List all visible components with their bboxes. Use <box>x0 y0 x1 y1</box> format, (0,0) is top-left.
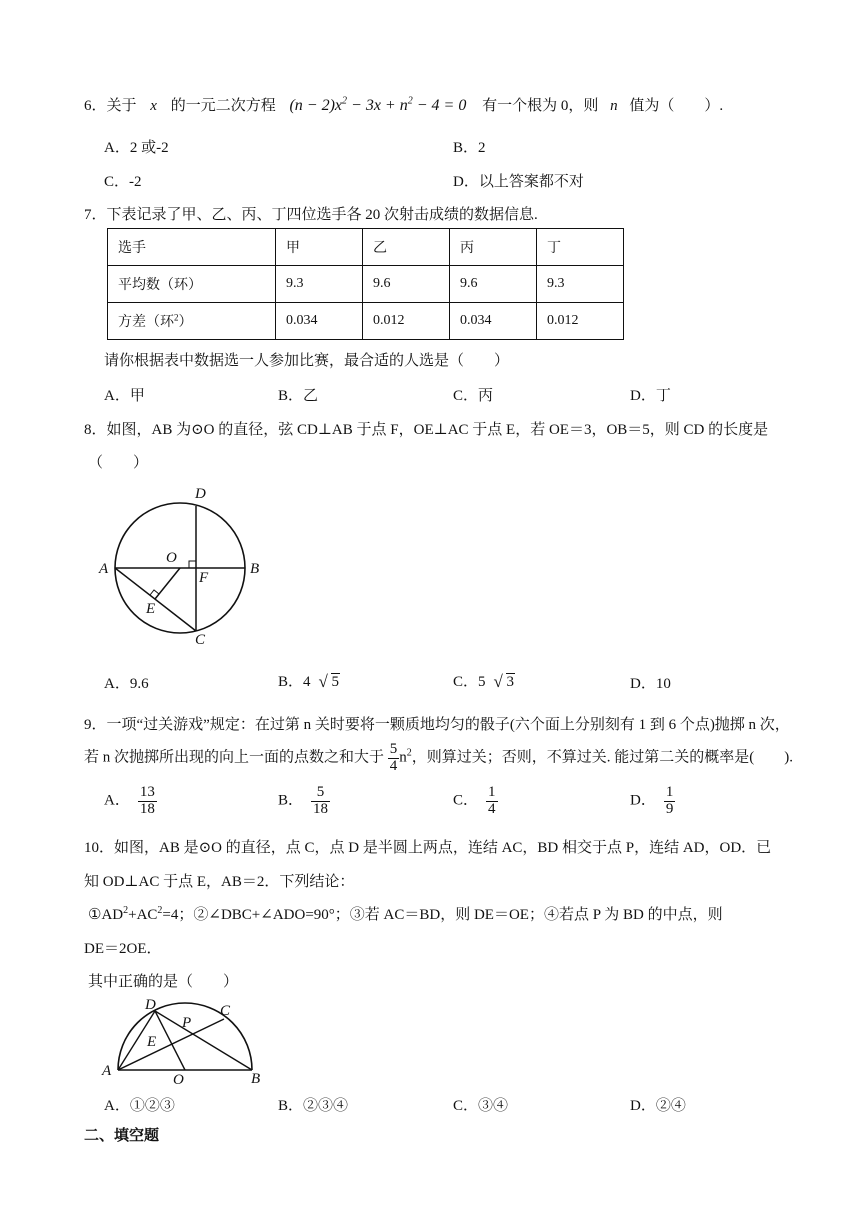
q10-label-c: C <box>220 1003 231 1019</box>
table-cell: 丙 <box>450 229 537 266</box>
q9-line-1: 9．一项“过关游戏”规定：在过第 n 关时要将一颗质地均匀的骰子(六个面上分别刻有 1 到 6 个点)抛掷 n 次， <box>84 717 790 733</box>
q8-circle-figure <box>98 484 278 648</box>
q10-conclusions: $①AD^2+AC^2=4$；②∠DBC+∠ADO=90°；③若 AC＝BD，则 DE＝OE；④若点 P 为 BD 的中点，则 <box>88 905 723 923</box>
q6-text-1: 关于 <box>106 98 137 114</box>
q6-text-3: 有一个根为 0，则 <box>482 98 599 114</box>
table-cell: 9.6 <box>450 266 537 303</box>
table-cell: 丁 <box>537 229 624 266</box>
q6-equation: $(n - 2)x^2 - 3x + n^2 - 4 = 0$ <box>289 95 467 114</box>
table-cell: 平均数（环） <box>108 266 276 303</box>
q10-line-2: 知 OD⊥AC 于点 E，AB＝2．下列结论： <box>84 874 355 890</box>
q10-label-b: B <box>251 1071 261 1087</box>
q10-line-1: 10．如图，AB 是⊙O 的直径，点 C，点 D 是半圆上两点，连结 AC，BD 相交于点 P，连结 AD，OD．已 <box>84 840 772 856</box>
table-cell: 选手 <box>108 229 276 266</box>
q6-option-c[interactable]: C．-2 <box>104 174 142 190</box>
q10-option-b[interactable]: B．②③④ <box>278 1098 349 1114</box>
q10-label-d: D <box>145 997 156 1013</box>
q10-option-d[interactable]: D．②④ <box>630 1098 686 1114</box>
table-cell: 0.012 <box>363 303 450 340</box>
q9-fraction: $\frac{5}{4}$ <box>389 741 398 774</box>
q8-label-e: E <box>146 601 156 617</box>
q8-label-a: A <box>99 561 109 577</box>
q6-var-n: n <box>610 98 618 114</box>
q6-text-2: 的一元二次方程 <box>170 98 276 114</box>
q9-option-a[interactable]: A． $\frac{13}{18}$ <box>104 784 155 817</box>
q8-paren: （ ） <box>88 455 149 471</box>
q10-semicircle-figure <box>98 994 268 1089</box>
q7-option-a[interactable]: A．甲 <box>104 388 145 404</box>
q8-label-b: B <box>250 561 260 577</box>
table-cell: 0.012 <box>537 303 624 340</box>
table-cell: 乙 <box>363 229 450 266</box>
table-cell: 9.3 <box>276 266 363 303</box>
q10-label-p: P <box>182 1015 192 1031</box>
q10-question: 其中正确的是（ ） <box>88 974 239 990</box>
q6-option-d[interactable]: D．以上答案都不对 <box>453 174 584 190</box>
q6-option-a[interactable]: A．2 或-2 <box>104 140 169 156</box>
q8-label-o: O <box>166 550 177 566</box>
q6-option-b[interactable]: B．2 <box>453 140 486 156</box>
q7-option-b[interactable]: B．乙 <box>278 388 319 404</box>
q10-label-e: E <box>147 1034 157 1050</box>
q7-question: 请你根据表中数据选一人参加比赛，最合适的人选是（ ） <box>104 353 510 369</box>
table-cell: 0.034 <box>450 303 537 340</box>
table-row <box>108 303 624 340</box>
table-cell: 甲 <box>276 229 363 266</box>
q9-option-d[interactable]: D． $\frac{1}{9}$ <box>630 784 674 817</box>
sqrt-symbol: √ 5 <box>318 672 340 691</box>
sqrt-symbol: √ 3 <box>493 672 515 691</box>
q9-option-c[interactable]: C． $\frac{1}{4}$ <box>453 784 496 817</box>
q8-stem: 8．如图，AB 为⊙O 的直径，弦 CD⊥AB 于点 F，OE⊥AC 于点 E，若 OE＝3，OB＝5，则 CD 的长度是 <box>84 422 769 438</box>
table-cell: 9.6 <box>363 266 450 303</box>
q7-option-c[interactable]: C．丙 <box>453 388 494 404</box>
section-title: 二、填空题 <box>84 1127 160 1144</box>
q8-option-d[interactable]: D．10 <box>630 676 671 692</box>
q7-data-table <box>107 228 624 340</box>
q6-number: 6． <box>84 98 107 114</box>
q9-option-b[interactable]: B． $\frac{5}{18}$ <box>278 784 329 817</box>
q8-label-c: C <box>195 632 206 648</box>
q8-option-b[interactable]: B．4 √ 5 <box>278 672 340 691</box>
table-row <box>108 266 624 303</box>
table-cell: 0.034 <box>276 303 363 340</box>
q10-label-o: O <box>173 1072 184 1088</box>
q9-line-2: 若 n 次抛掷所出现的向上一面的点数之和大于 $\frac{5}{4}$ $n^2$，则算过关；否则，不算过关. 能过第二关的概率是( ). <box>84 741 794 774</box>
q6-var-x: x <box>150 98 157 114</box>
q7-option-d[interactable]: D．丁 <box>630 388 671 404</box>
q10-option-c[interactable]: C．③④ <box>453 1098 509 1114</box>
q8-label-d: D <box>195 486 206 502</box>
q10-line-4: DE＝2OE． <box>84 941 162 957</box>
q6-stem <box>84 94 723 115</box>
q7-stem: 7．下表记录了甲、乙、丙、丁四位选手各 20 次射击成绩的数据信息. <box>84 207 538 223</box>
q8-option-c[interactable]: C．5 √ 3 <box>453 672 515 691</box>
table-cell: 方差（环$^2$） <box>108 303 276 340</box>
q8-label-f: F <box>199 570 209 586</box>
table-row <box>108 229 624 266</box>
table-cell: 9.3 <box>537 266 624 303</box>
q8-option-a[interactable]: A．9.6 <box>104 676 149 692</box>
q10-option-a[interactable]: A．①②③ <box>104 1098 175 1114</box>
q10-label-a: A <box>102 1063 112 1079</box>
q6-text-4: 值为（ ）. <box>629 98 724 114</box>
